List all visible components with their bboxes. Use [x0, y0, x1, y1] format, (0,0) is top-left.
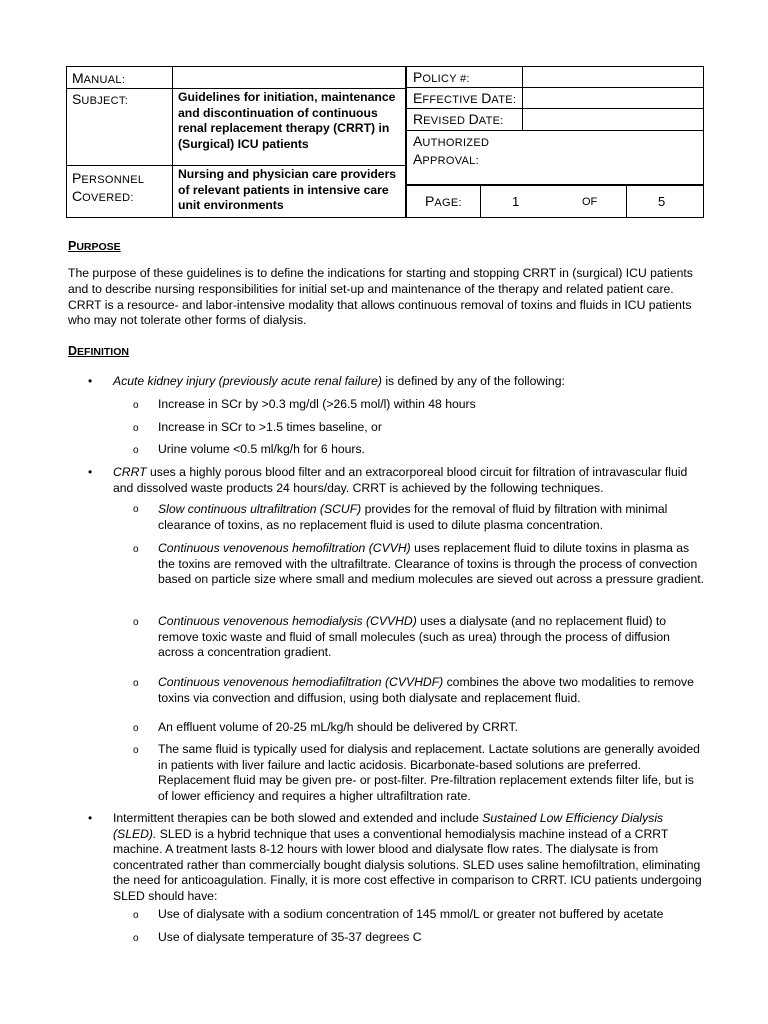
bullet-icon: •	[88, 811, 93, 825]
subject-label: SUBJECT:	[72, 91, 129, 107]
definition-heading: DEFINITION	[68, 344, 129, 358]
scuf-item: Slow continuous ultrafiltration (SCUF) provides for the removal of fluid by filtration with minimal clearance of toxins, as no replacement fluid is used to dilute plasma concentration.	[158, 502, 668, 532]
sled-requirement-1: Use of dialysate with a sodium concentration of 145 mmol/L or greater not buffered by acetate	[158, 907, 664, 921]
cvvh-item: Continuous venovenous hemofiltration (CVVH) uses replacement fluid to dilute toxins in plasma as the toxins are removed with the ultrafiltrate. Clearance of toxins is through the process of convection based on particle size where small and medium molecules are sieved out across a pressure gradient.	[158, 541, 705, 587]
aki-criterion-2: Increase in SCr to >1.5 times baseline, or	[158, 420, 382, 434]
header-table	[66, 66, 704, 218]
sub-bullet-icon: o	[133, 544, 139, 555]
sled-paragraph: Intermittent therapies can be both slowed and extended and include Sustained Low Efficiency Dialysis (SLED). SLED is a hybrid technique that uses a conventional hemodialysis machine instead of a CRRT machine. A treatment lasts 8-12 hours with lower blood and dialysate flow rates. The dialysate is from concentrated rather than commercially bought dialysis solutions. SLED uses saline hemofiltration, eliminating the need for anticoagulation. Finally, it is more cost effective in comparison to CRRT. ICU patients undergoing SLED should have:	[113, 811, 702, 903]
sub-bullet-icon: o	[133, 445, 139, 456]
manual-label: MANUAL:	[72, 70, 126, 86]
page-number: 1	[512, 194, 520, 209]
bullet-icon: •	[88, 374, 93, 388]
aki-criterion-3: Urine volume <0.5 ml/kg/h for 6 hours.	[158, 442, 365, 456]
sub-bullet-icon: o	[133, 617, 139, 628]
revised-date-label: REVISED DATE:	[413, 111, 504, 127]
personnel-label: PERSONNEL COVERED:	[72, 170, 145, 204]
policy-label: POLICY #:	[413, 69, 470, 85]
cvvhd-item: Continuous venovenous hemodialysis (CVVHD) uses a dialysate (and no replacement fluid) to remove toxic waste and fluid of small molecules (such as urea) through the process of diffusion across a concentration gradient.	[158, 614, 670, 660]
sled-requirement-2: Use of dialysate temperature of 35-37 degrees C	[158, 930, 422, 944]
purpose-heading: PURPOSE	[68, 239, 121, 253]
page-label: PAGE:	[425, 193, 462, 209]
authorized-approval-label: AUTHORIZED APPROVAL:	[413, 133, 490, 167]
sub-bullet-icon: o	[133, 678, 139, 689]
effective-date-label: EFFECTIVE DATE:	[413, 90, 517, 106]
sub-bullet-icon: o	[133, 933, 139, 944]
of-label: OF	[582, 196, 598, 208]
replacement-fluid-item: The same fluid is typically used for dialysis and replacement. Lactate solutions are generally avoided in patients with liver failure and lactic acidosis. Bicarbonate-based solutions are preferred. Replacement fluid may be given pre- or post-filter. Pre-filtration replacement extends filter life, but is of lower efficiency and requires a higher ultrafiltration rate.	[158, 742, 700, 803]
aki-criterion-1: Increase in SCr by >0.3 mg/dl (>26.5 mol/l) within 48 hours	[158, 397, 476, 411]
bullet-icon: •	[88, 465, 93, 479]
purpose-paragraph: The purpose of these guidelines is to define the indications for starting and stopping CRRT in (surgical) ICU patients and to describe nursing responsibilities for initial set-up and maintenance of the therapy and related patient care. CRRT is a resource- and labor-intensive modality that allows continuous removal of toxins and fluids in ICU patients who may not tolerate other forms of dialysis.	[68, 266, 693, 328]
crrt-definition: CRRT uses a highly porous blood filter and an extracorporeal blood circuit for filtration of intravascular fluid and dissolved waste products 24 hours/day. CRRT is achieved by the following techniques.	[113, 465, 688, 495]
cvvhdf-item: Continuous venovenous hemodiafiltration (CVVHDF) combines the above two modalities to remove toxins via convection and diffusion, using both dialysate and replacement fluid.	[158, 675, 694, 705]
sub-bullet-icon: o	[133, 910, 139, 921]
subject-text: Guidelines for initiation, maintenance and discontinuation of continuous renal replacement therapy (CRRT) in (Surgical) ICU patients	[178, 90, 396, 151]
sub-bullet-icon: o	[133, 745, 139, 756]
sub-bullet-icon: o	[133, 723, 139, 734]
aki-definition: Acute kidney injury (previously acute renal failure) is defined by any of the following:	[113, 374, 565, 388]
personnel-text: Nursing and physician care providers of relevant patients in intensive care unit environments	[178, 167, 397, 212]
sub-bullet-icon: o	[133, 504, 139, 515]
page-total: 5	[658, 194, 666, 209]
sub-bullet-icon: o	[133, 423, 139, 434]
sub-bullet-icon: o	[133, 400, 139, 411]
effluent-volume-item: An effluent volume of 20-25 mL/kg/h should be delivered by CRRT.	[158, 720, 518, 734]
